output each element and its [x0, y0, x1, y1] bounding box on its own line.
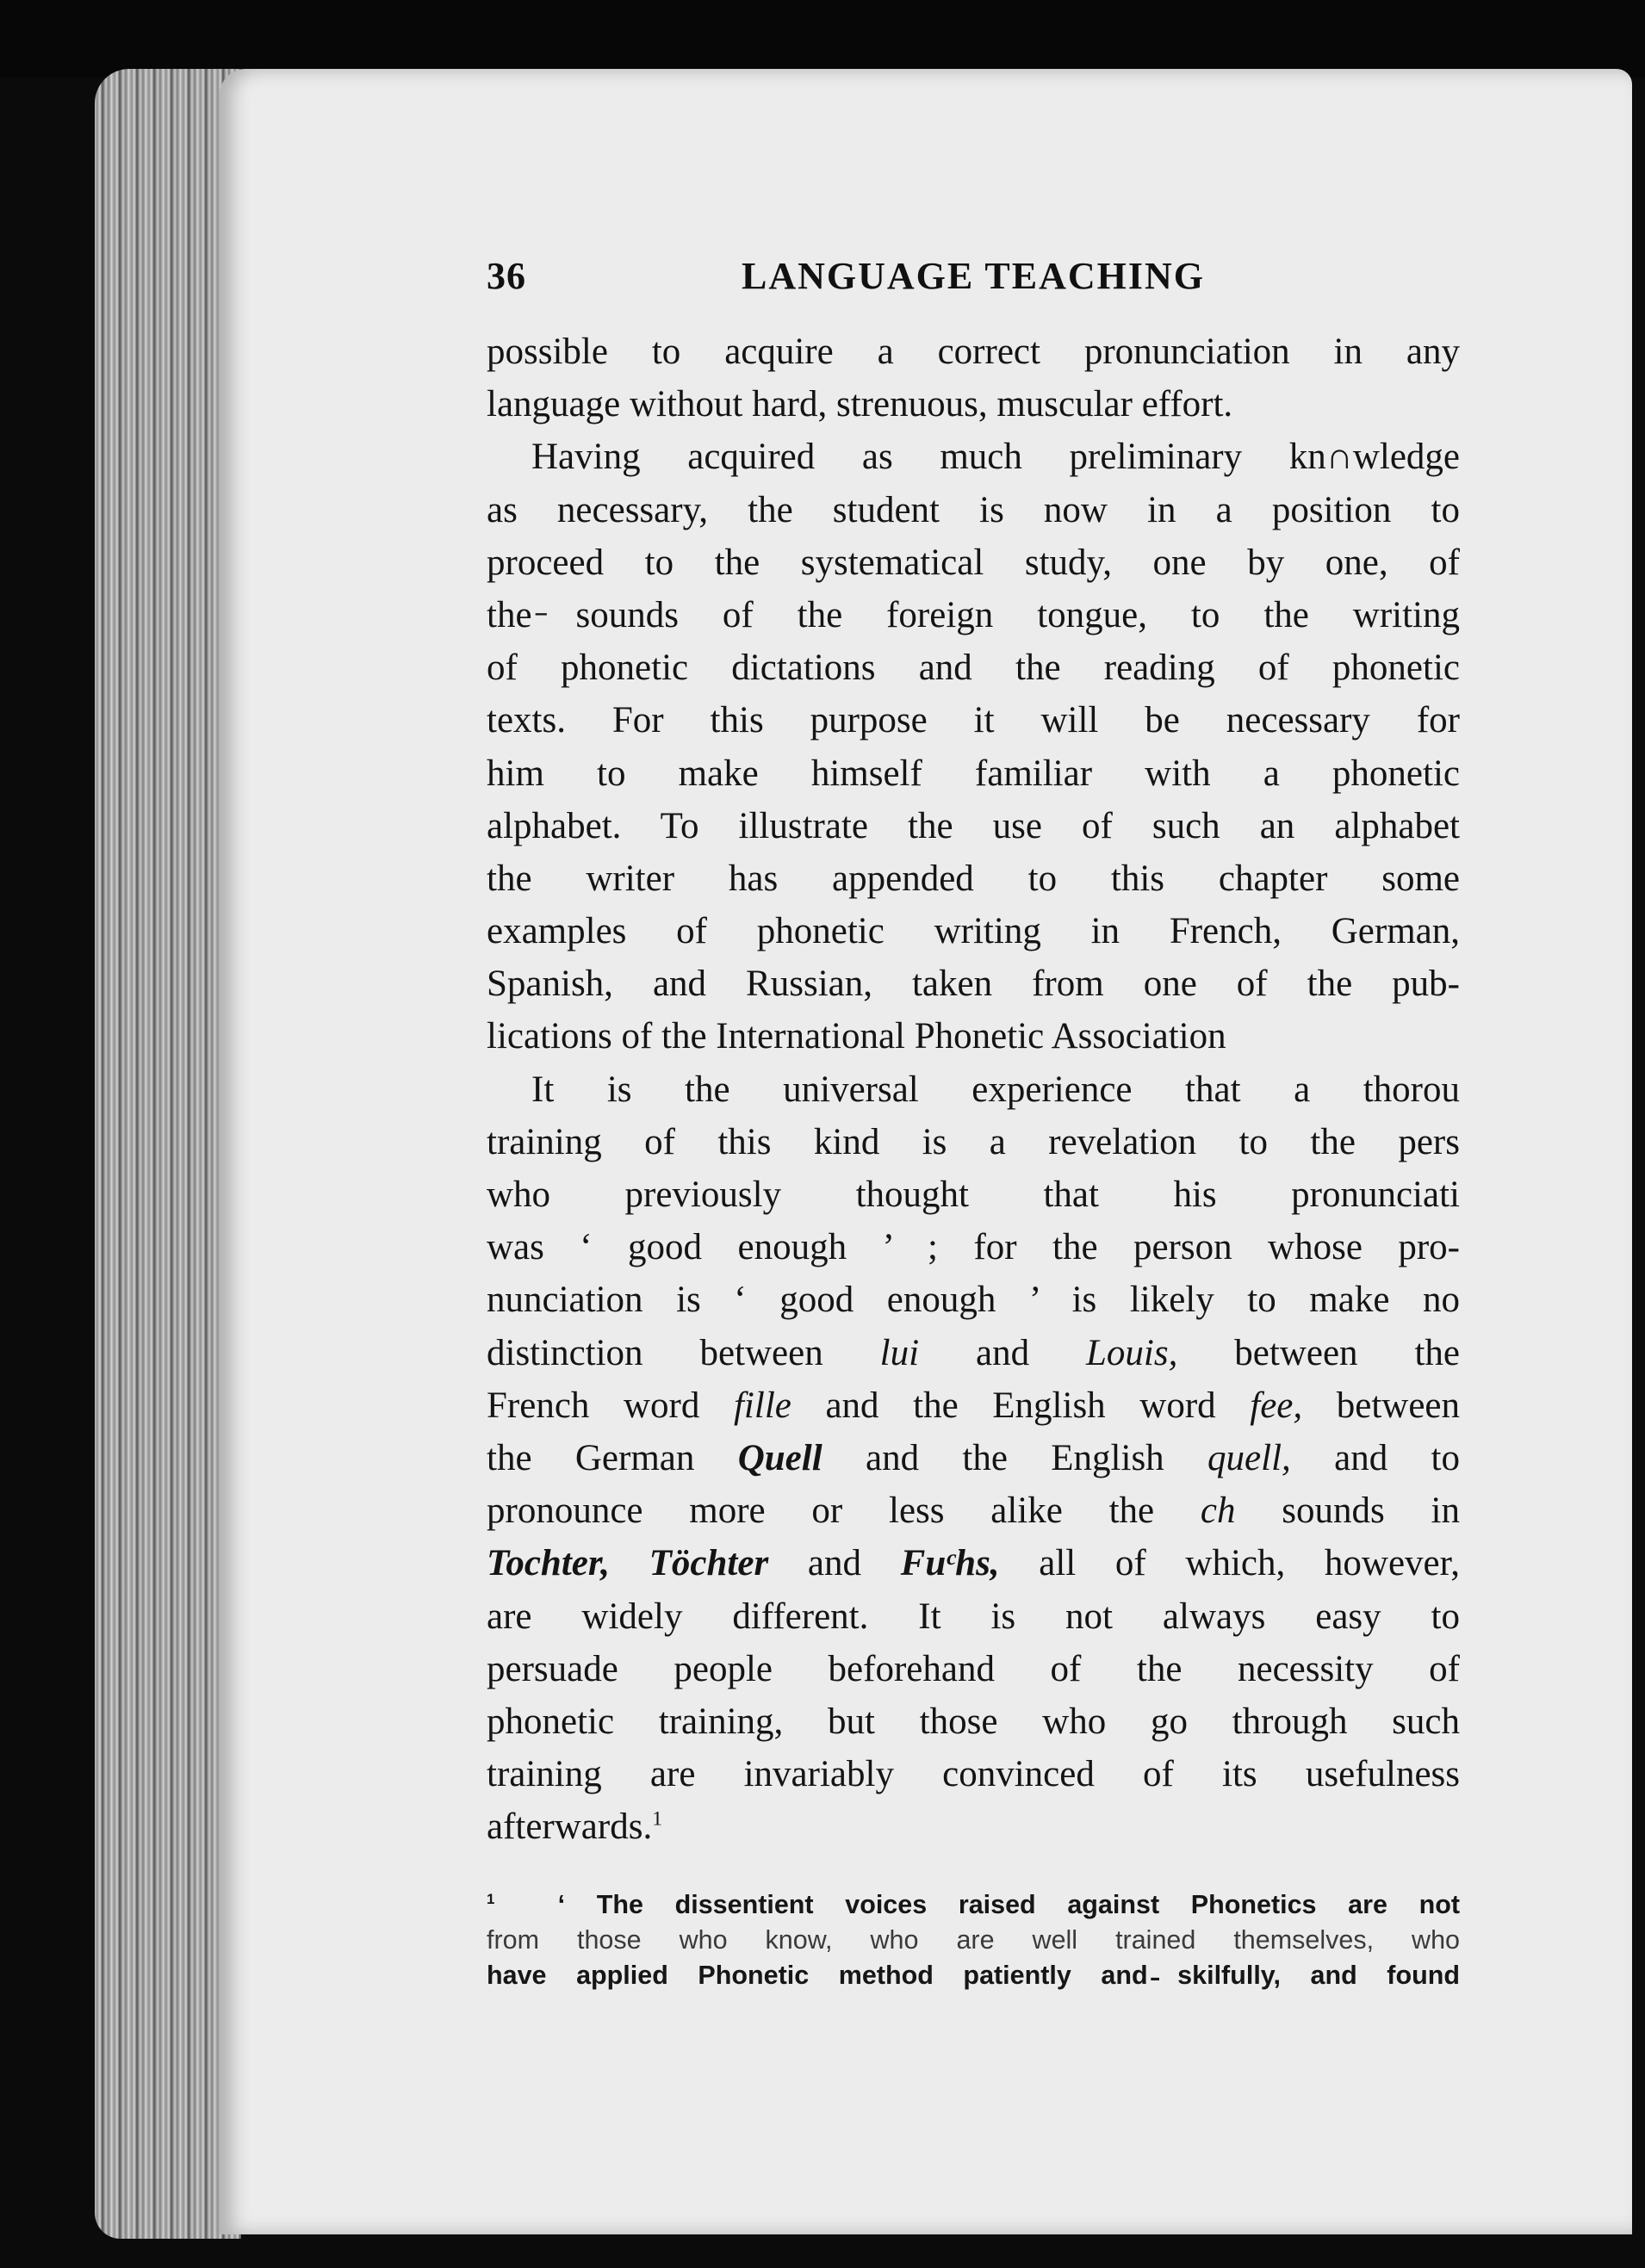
text-line: lications of the International Phonetic Association [487, 1016, 1226, 1057]
text-line: Spanish, and Russian, taken from one of the pub- [487, 964, 1460, 1005]
text-line: him to make himself familiar with a phonetic [487, 753, 1460, 794]
text-run: between [1302, 1385, 1460, 1426]
footnote-line: from those who know, who are well trained themselves, who [487, 1925, 1460, 1955]
text-line: language without hard, strenuous, muscular effort. [487, 384, 1233, 425]
text-line: are widely different. It is not always easy to [487, 1596, 1460, 1637]
footnote [487, 1887, 1460, 1993]
text-line: who previously thought that his pronunciati [487, 1174, 1460, 1215]
running-head: LANGUAGE TEACHING [741, 255, 1206, 297]
text-run: and [768, 1543, 901, 1584]
text-line: It is the universal experience that a thorou [531, 1069, 1460, 1110]
text-line: the writer has appended to this chapter some [487, 858, 1460, 899]
text-line [487, 1432, 1460, 1484]
text-line: texts. For this purpose it will be necessary for [487, 700, 1460, 741]
text-line: persuade people beforehand of the necessity of [487, 1648, 1460, 1689]
page-header [487, 254, 1460, 314]
text-line: nunciation is ‘ good enough ’ is likely to make no [487, 1280, 1460, 1321]
footnote-reference: 1 [652, 1807, 663, 1831]
text-line: was ‘ good enough ’ ; for the person whose pro- [487, 1227, 1460, 1268]
text-line: examples of phonetic writing in French, German, [487, 911, 1460, 952]
text-run: and [919, 1332, 1086, 1373]
text-line: possible to acquire a correct pronunciation in any [487, 332, 1460, 372]
page-number: 36 [487, 255, 526, 297]
text-line: as necessary, the student is now in a position to [487, 489, 1460, 530]
footnote-line: have applied Phonetic method patiently and ̵skilfully, and found [487, 1961, 1460, 1990]
text-run: French word [487, 1385, 734, 1426]
italic-word: ch [1200, 1490, 1236, 1532]
text-run: sounds in [1235, 1490, 1460, 1532]
scan-border [0, 0, 1645, 77]
italic-word: Tochter, Töchter [487, 1543, 769, 1584]
text-line: Having acquired as much preliminary kn∩wledge [531, 437, 1460, 478]
text-run: distinction between [487, 1332, 880, 1373]
text-line [487, 1484, 1460, 1537]
text-line: training of this kind is a revelation to the pers [487, 1121, 1460, 1162]
text-run: and to [1290, 1437, 1460, 1478]
italic-word: fee, [1250, 1385, 1303, 1426]
footnote-marker: 1 [487, 1890, 495, 1907]
text-run: and the English word [791, 1385, 1251, 1426]
body-text [487, 325, 1460, 1853]
footnote-line [487, 1887, 1460, 1923]
footnote-text: ‘ The dissentient voices raised against Phonetics are not [557, 1890, 1460, 1919]
italic-word: Louis, [1086, 1332, 1178, 1373]
text-line [487, 1327, 1460, 1379]
text-line: alphabet. To illustrate the use of such an alphabet [487, 805, 1460, 846]
text-line [487, 1800, 1460, 1853]
text-run: between the [1177, 1332, 1460, 1373]
text-line [487, 1379, 1460, 1432]
italic-word: Fuᶜhs, [900, 1543, 1000, 1584]
italic-word: Quell [737, 1437, 822, 1478]
text-run: pronounce more or less alike the [487, 1490, 1201, 1532]
italic-word: quell, [1207, 1437, 1291, 1478]
italic-word: fille [733, 1385, 791, 1426]
italic-word: lui [879, 1332, 920, 1373]
text-line: training are invariably convinced of its usefulness [487, 1754, 1460, 1795]
text-run: and the English [822, 1437, 1208, 1478]
text-line: phonetic training, but those who go through such [487, 1701, 1460, 1742]
text-run: the German [487, 1437, 738, 1478]
text-line: of phonetic dictations and the reading of phonetic [487, 648, 1460, 689]
text-run: all of which, however, [999, 1543, 1460, 1584]
text-run: afterwards. [487, 1806, 653, 1848]
text-line [487, 1537, 1460, 1589]
text-line: the ̵sounds of the foreign tongue, to the writing [487, 594, 1460, 635]
text-line: proceed to the systematical study, one by one, of [487, 542, 1460, 583]
